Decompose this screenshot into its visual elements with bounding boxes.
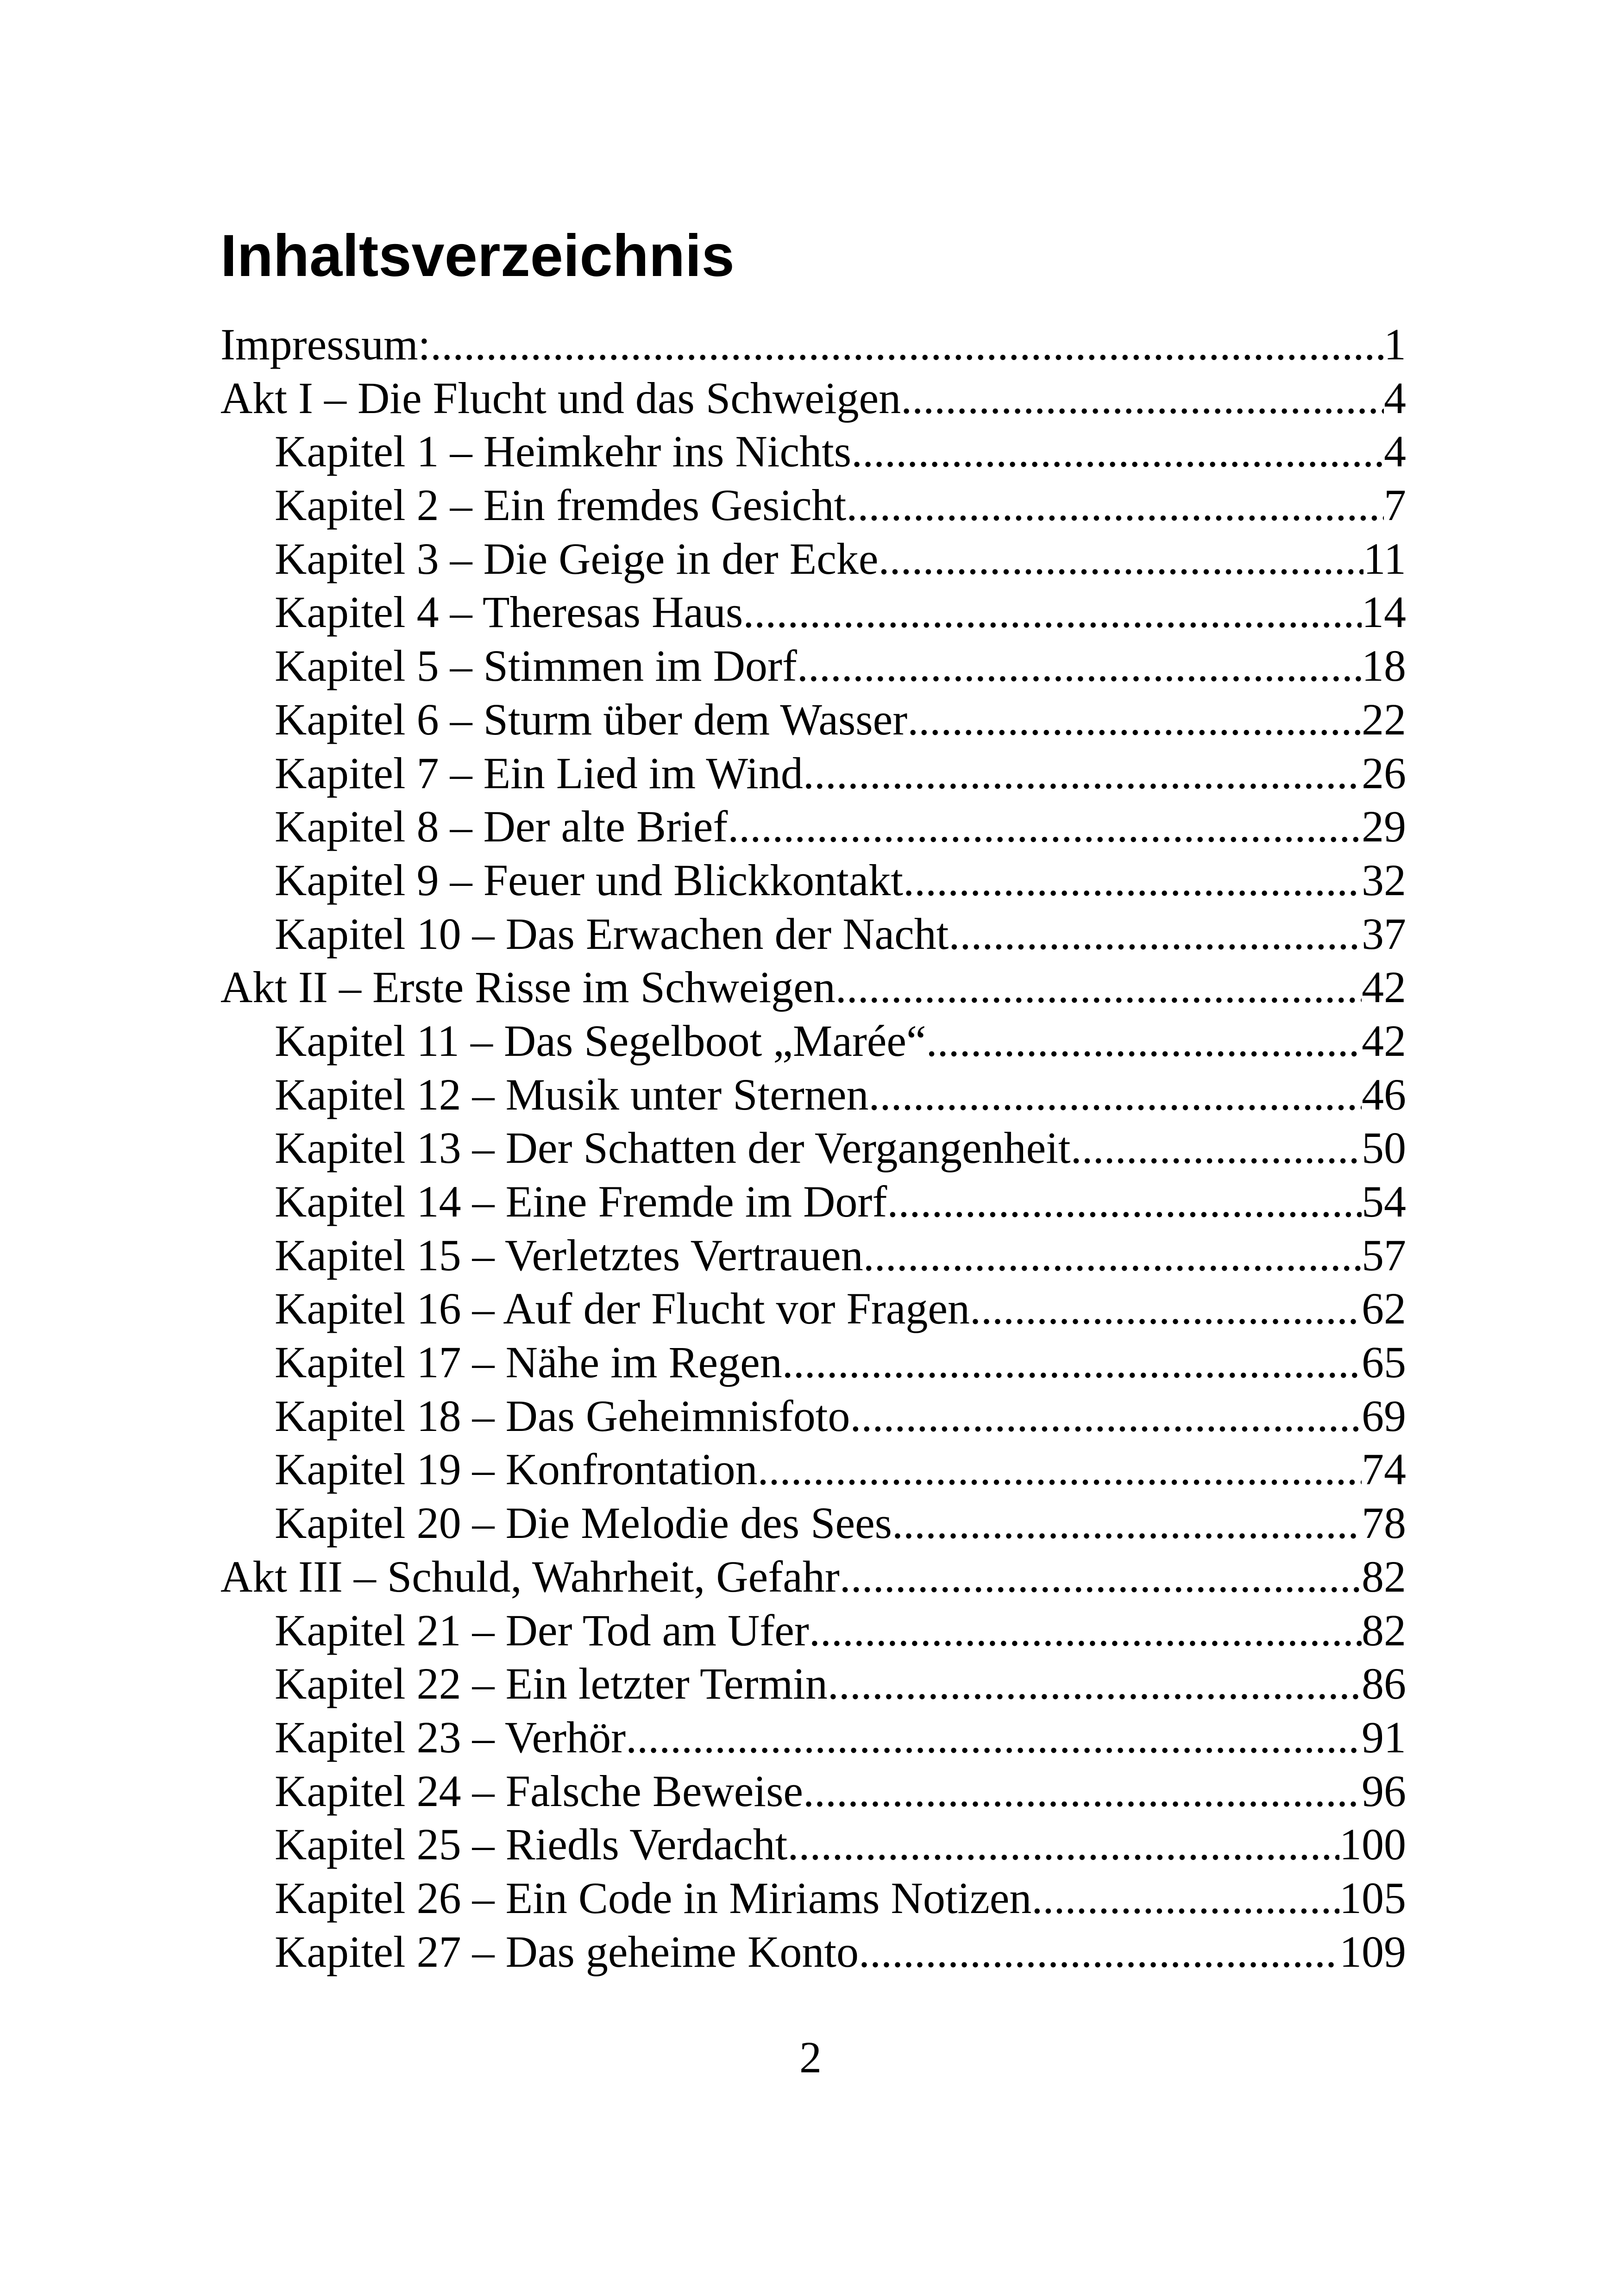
toc-entry-page: 105	[1339, 1873, 1406, 1923]
toc-entry-page: 4	[1384, 427, 1406, 477]
toc-entry-page: 11	[1363, 533, 1406, 583]
toc-dot-leader	[863, 1229, 1362, 1282]
toc-dot-leader	[840, 1550, 1362, 1604]
toc-entry[interactable]	[220, 1711, 1406, 1764]
toc-entry-page: 46	[1362, 1069, 1406, 1119]
toc-dot-leader	[803, 1764, 1362, 1818]
toc-entry-page: 96	[1362, 1766, 1406, 1816]
toc-entry-page: 54	[1362, 1177, 1406, 1226]
toc-dot-leader	[1071, 1121, 1362, 1175]
toc-entry-label: Kapitel 23 – Verhör	[275, 1712, 626, 1762]
toc-entry-page: 91	[1362, 1712, 1406, 1762]
toc-entry[interactable]	[220, 1014, 1406, 1068]
toc-entry-label: Kapitel 17 – Nähe im Regen	[275, 1337, 782, 1387]
toc-entry[interactable]	[220, 478, 1406, 532]
toc-entry-label: Akt II – Erste Risse im Schweigen	[220, 962, 836, 1012]
toc-entry-label: Impressum:	[220, 320, 431, 369]
toc-entry-page: 78	[1362, 1498, 1406, 1548]
toc-entry[interactable]	[220, 1550, 1406, 1604]
toc-entry-page: 18	[1362, 641, 1406, 691]
toc-entry-page: 86	[1362, 1659, 1406, 1709]
toc-entry[interactable]	[220, 907, 1406, 961]
toc-entry-page: 7	[1384, 480, 1406, 530]
toc-entry[interactable]	[220, 425, 1406, 478]
toc-entry-label: Kapitel 26 – Ein Code in Miriams Notizen	[275, 1873, 1032, 1923]
toc-entry-label: Akt III – Schuld, Wahrheit, Gefahr	[220, 1551, 840, 1601]
toc-dot-leader	[1031, 1871, 1339, 1925]
toc-entry[interactable]	[220, 585, 1406, 639]
toc-entry[interactable]	[220, 800, 1406, 853]
toc-dot-leader	[846, 478, 1384, 532]
toc-entry-page: 62	[1362, 1284, 1406, 1334]
toc-dot-leader	[901, 371, 1384, 425]
toc-entry-label: Akt I – Die Flucht und das Schweigen	[220, 373, 901, 423]
toc-entry[interactable]	[220, 693, 1406, 747]
toc-entry[interactable]	[220, 960, 1406, 1014]
toc-entry-page: 82	[1362, 1551, 1406, 1601]
toc-entry-label: Kapitel 9 – Feuer und Blickkontakt	[275, 855, 904, 905]
toc-entry[interactable]	[220, 1121, 1406, 1175]
toc-entry-label: Kapitel 3 – Die Geige in der Ecke	[275, 533, 879, 583]
toc-entry-page: 1	[1384, 320, 1406, 369]
toc-entry-page: 4	[1384, 373, 1406, 423]
toc-entry-label: Kapitel 21 – Der Tod am Ufer	[275, 1605, 809, 1655]
toc-dot-leader	[851, 425, 1384, 478]
toc-entry-label: Kapitel 19 – Konfrontation	[275, 1444, 758, 1494]
toc-entry-page: 42	[1362, 962, 1406, 1012]
toc-entry[interactable]	[220, 318, 1406, 371]
toc-entry[interactable]	[220, 747, 1406, 800]
toc-entry[interactable]	[220, 1068, 1406, 1122]
toc-entry-page: 69	[1362, 1391, 1406, 1441]
toc-entry[interactable]	[220, 1336, 1406, 1389]
toc-dot-leader	[782, 1336, 1362, 1389]
toc-entry-label: Kapitel 10 – Das Erwachen der Nacht	[275, 909, 949, 959]
toc-dot-leader	[868, 1068, 1362, 1122]
toc-entry-page: 42	[1362, 1016, 1406, 1066]
toc-entry[interactable]	[220, 1229, 1406, 1282]
toc-dot-leader	[430, 318, 1384, 371]
toc-entry-label: Kapitel 12 – Musik unter Sternen	[275, 1069, 869, 1119]
toc-entry-page: 100	[1339, 1819, 1406, 1869]
toc-entry-page: 37	[1362, 909, 1406, 959]
table-of-contents	[220, 318, 1406, 1978]
toc-entry-label: Kapitel 16 – Auf der Flucht vor Fragen	[275, 1284, 970, 1334]
toc-entry-page: 65	[1362, 1337, 1406, 1387]
toc-entry-page: 14	[1362, 587, 1406, 637]
toc-entry-label: Kapitel 11 – Das Segelboot „Marée“	[275, 1016, 926, 1066]
toc-entry-page: 50	[1362, 1123, 1406, 1173]
toc-entry-page: 29	[1362, 802, 1406, 852]
toc-entry[interactable]	[220, 1871, 1406, 1925]
toc-entry-page: 26	[1362, 748, 1406, 798]
toc-entry-label: Kapitel 2 – Ein fremdes Gesicht	[275, 480, 847, 530]
toc-entry-label: Kapitel 22 – Ein letzter Termin	[275, 1659, 828, 1709]
toc-dot-leader	[879, 532, 1363, 586]
toc-entry-label: Kapitel 4 – Theresas Haus	[275, 587, 743, 637]
toc-entry-label: Kapitel 6 – Sturm über dem Wasser	[275, 694, 908, 744]
toc-entry[interactable]	[220, 1443, 1406, 1496]
toc-dot-leader	[797, 639, 1362, 693]
toc-entry-page: 32	[1362, 855, 1406, 905]
toc-entry[interactable]	[220, 371, 1406, 425]
toc-dot-leader	[787, 1818, 1339, 1871]
toc-dot-leader	[728, 800, 1362, 853]
page-number: 2	[799, 2033, 822, 2082]
toc-entry-label: Kapitel 1 – Heimkehr ins Nichts	[275, 427, 852, 477]
toc-entry-label: Kapitel 18 – Das Geheimnisfoto	[275, 1391, 850, 1441]
toc-entry[interactable]	[220, 1496, 1406, 1550]
toc-entry-page: 82	[1362, 1605, 1406, 1655]
toc-dot-leader	[626, 1711, 1362, 1764]
toc-entry[interactable]	[220, 853, 1406, 907]
toc-entry-label: Kapitel 14 – Eine Fremde im Dorf	[275, 1177, 887, 1226]
toc-entry[interactable]	[220, 1175, 1406, 1229]
toc-dot-leader	[887, 1175, 1362, 1229]
toc-entry[interactable]	[220, 1818, 1406, 1871]
toc-entry-page: 74	[1362, 1444, 1406, 1494]
toc-entry[interactable]	[220, 1389, 1406, 1443]
toc-dot-leader	[907, 693, 1362, 747]
toc-entry-page: 22	[1362, 694, 1406, 744]
toc-dot-leader	[859, 1925, 1339, 1979]
toc-entry-label: Kapitel 24 – Falsche Beweise	[275, 1766, 804, 1816]
toc-entry-page: 109	[1339, 1926, 1406, 1976]
toc-dot-leader	[926, 1014, 1362, 1068]
toc-dot-leader	[828, 1657, 1362, 1711]
toc-dot-leader	[892, 1496, 1362, 1550]
toc-dot-leader	[757, 1443, 1362, 1496]
toc-dot-leader	[850, 1389, 1362, 1443]
page-title: Inhaltsverzeichnis	[220, 223, 735, 289]
toc-entry-label: Kapitel 25 – Riedls Verdacht	[275, 1819, 788, 1869]
toc-entry-page: 57	[1362, 1230, 1406, 1280]
toc-dot-leader	[743, 585, 1362, 639]
toc-entry-label: Kapitel 13 – Der Schatten der Vergangenheit	[275, 1123, 1071, 1173]
toc-entry-label: Kapitel 8 – Der alte Brief	[275, 802, 728, 852]
toc-entry[interactable]	[220, 532, 1406, 586]
toc-entry-label: Kapitel 5 – Stimmen im Dorf	[275, 641, 797, 691]
toc-entry[interactable]	[220, 1925, 1406, 1979]
toc-dot-leader	[809, 1604, 1362, 1657]
toc-entry-label: Kapitel 7 – Ein Lied im Wind	[275, 748, 803, 798]
toc-entry-label: Kapitel 27 – Das geheime Konto	[275, 1926, 859, 1976]
toc-entry[interactable]	[220, 1764, 1406, 1818]
toc-entry-label: Kapitel 15 – Verletztes Vertrauen	[275, 1230, 863, 1280]
toc-dot-leader	[949, 907, 1362, 961]
toc-entry[interactable]	[220, 639, 1406, 693]
toc-entry[interactable]	[220, 1282, 1406, 1336]
toc-entry[interactable]	[220, 1604, 1406, 1657]
toc-dot-leader	[836, 960, 1362, 1014]
toc-dot-leader	[803, 747, 1362, 800]
toc-dot-leader	[903, 853, 1362, 907]
toc-entry[interactable]	[220, 1657, 1406, 1711]
toc-entry-label: Kapitel 20 – Die Melodie des Sees	[275, 1498, 892, 1548]
toc-dot-leader	[970, 1282, 1362, 1336]
